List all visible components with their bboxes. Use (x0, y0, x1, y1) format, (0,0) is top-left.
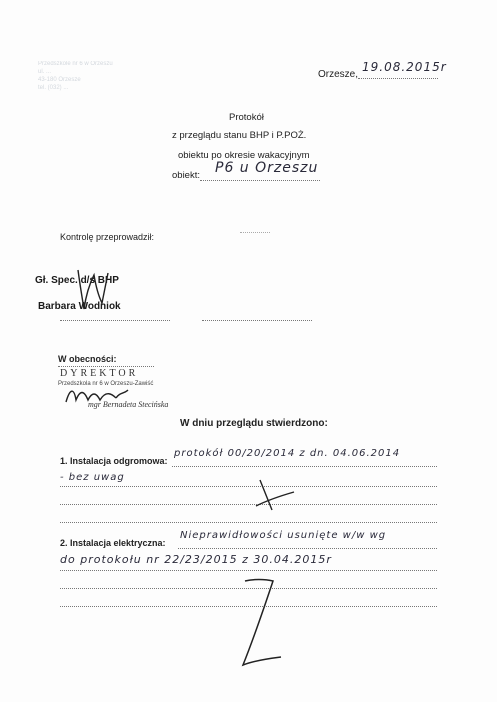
object-handwritten: P6 u Orzeszu (215, 160, 319, 176)
inspector-stamp-title: Gł. Spec. d/s BHP (35, 275, 119, 286)
item1-handwritten-1: protokół 00/20/2014 z dn. 04.06.2014 (174, 448, 401, 459)
inspector-stamp-name: Barbara Wodniok (38, 301, 121, 312)
director-stamp-name: mgr Bernadeta Stecińska (88, 400, 169, 409)
item2-dotted-line-1 (178, 548, 437, 549)
signature-line-right (202, 320, 312, 321)
faded-stamp-line: ul. ... (38, 69, 52, 75)
director-stamp-org: Przedszkola nr 6 w Orzeszu-Zawiść (58, 381, 154, 387)
place-label: Orzesze, (318, 69, 359, 80)
item1-dotted-line-1 (172, 466, 437, 467)
title-subject: z przeglądu stanu BHP i P.POŻ. (172, 130, 307, 141)
faded-stamp-line: tel. (032) ... (38, 85, 69, 91)
item1-label: 1. Instalacja odgromowa: (60, 456, 168, 466)
item2-label: 2. Instalacja elektryczna: (60, 538, 166, 548)
item2-handwritten-2: do protokołu nr 22/23/2015 z 30.04.2015r (60, 553, 332, 566)
presence-label: W obecności: (58, 354, 117, 364)
item1-dotted-line-2 (60, 486, 437, 487)
item1-dotted-line-3 (60, 504, 437, 505)
presence-dotted-line (58, 366, 154, 367)
faded-stamp-line: Przedszkole nr 6 w Orzeszu (38, 61, 113, 67)
faded-school-stamp (38, 60, 113, 92)
faded-stamp-line: 43-180 Orzesze (38, 77, 81, 83)
item1-dotted-line-4 (60, 522, 437, 523)
date-dotted-line (358, 78, 438, 79)
title-protokol: Protokół (229, 112, 264, 123)
signature-line-left (60, 320, 170, 321)
title-period: obiektu po okresie wakacyjnym (178, 150, 310, 161)
inspector-label: Kontrolę przeprowadził: (60, 232, 155, 242)
director-stamp-title: DYREKTOR (60, 368, 139, 379)
item1-handwritten-2: - bez uwag (60, 472, 125, 483)
date-handwritten: 19.08.2015r (362, 60, 447, 74)
item2-handwritten-1: Nieprawidłowości usunięte w/w wg (180, 530, 387, 541)
object-label: obiekt: (172, 170, 200, 181)
item1-crossout-mark (250, 476, 300, 516)
inspector-signature (72, 265, 112, 315)
findings-heading: W dniu przeglądu stwierdzono: (180, 418, 328, 429)
inspector-blank (240, 232, 270, 233)
object-dotted-line (200, 180, 320, 181)
item2-crossout-mark (225, 575, 285, 675)
item2-dotted-line-2 (60, 570, 437, 571)
